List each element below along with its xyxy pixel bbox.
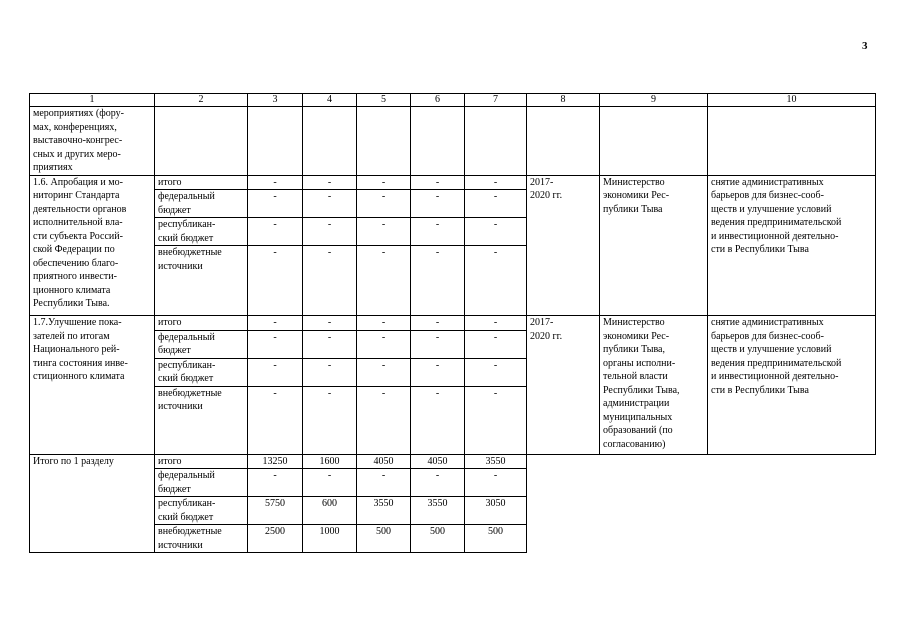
value-cell: - (248, 330, 303, 358)
value-cell: - (411, 316, 465, 331)
header-row (30, 94, 876, 107)
value-cell: - (411, 190, 465, 218)
funding-source: республикан- ский бюджет (155, 218, 248, 246)
value-cell: - (411, 330, 465, 358)
funding-source: федеральный бюджет (155, 190, 248, 218)
value-cell: - (357, 469, 411, 497)
funding-source: республикан- ский бюджет (155, 358, 248, 386)
value-cell: - (357, 190, 411, 218)
value-cell: - (465, 386, 527, 454)
value-cell: - (303, 218, 357, 246)
value-cell: - (465, 246, 527, 316)
value-cell: 13250 (248, 454, 303, 469)
value-cell: - (465, 469, 527, 497)
funding-source: итого (155, 175, 248, 190)
value-cell: - (411, 175, 465, 190)
value-cell: 3050 (465, 497, 527, 525)
value-cell: - (357, 218, 411, 246)
header-cell: 2 (155, 94, 248, 107)
header-cell: 9 (600, 94, 708, 107)
value-cell: 2500 (248, 525, 303, 553)
funding-source: республикан- ский бюджет (155, 497, 248, 525)
period: 2017- 2020 гг. (527, 175, 600, 316)
value-cell: - (357, 246, 411, 316)
value-cell: 4050 (411, 454, 465, 469)
expected-result: снятие административных барьеров для бизнес-сооб- ществ и улучшение условий ведения предпринимательской и инвестиционной деятельно- сти в Республики Тыва (708, 316, 876, 455)
header-cell: 3 (248, 94, 303, 107)
measure-name: мероприятиях (фору- мах, конференциях, выставочно-конгрес- сных и других меро- приятиях (30, 107, 155, 176)
header-cell: 1 (30, 94, 155, 107)
header-cell: 4 (303, 94, 357, 107)
value-cell: - (303, 246, 357, 316)
value-cell: - (303, 358, 357, 386)
funding-source: итого (155, 454, 248, 469)
value-cell: 5750 (248, 497, 303, 525)
continuation-row (30, 107, 876, 176)
header-cell: 6 (411, 94, 465, 107)
table-row (30, 175, 876, 190)
value-cell: - (248, 358, 303, 386)
page-number: 3 (862, 40, 868, 52)
value-cell: 500 (465, 525, 527, 553)
value-cell: - (357, 175, 411, 190)
value-cell: - (411, 386, 465, 454)
value-cell: - (248, 190, 303, 218)
value-cell: - (465, 358, 527, 386)
value-cell: - (303, 469, 357, 497)
executor: Министерство экономики Рес- публики Тыва (600, 175, 708, 316)
value-cell: 1600 (303, 454, 357, 469)
value-cell: - (411, 218, 465, 246)
value-cell: - (465, 330, 527, 358)
value-cell: 3550 (357, 497, 411, 525)
value-cell: 500 (411, 525, 465, 553)
header-cell: 8 (527, 94, 600, 107)
value-cell: - (303, 386, 357, 454)
value-cell: - (248, 316, 303, 331)
value-cell: - (411, 358, 465, 386)
value-cell: - (465, 190, 527, 218)
value-cell: - (357, 358, 411, 386)
value-cell: 500 (357, 525, 411, 553)
value-cell: - (465, 175, 527, 190)
value-cell: 600 (303, 497, 357, 525)
value-cell: - (357, 386, 411, 454)
total-label: Итого по 1 разделу (30, 454, 155, 553)
value-cell: - (357, 316, 411, 331)
measure-name: 1.6. Апробация и мо- ниторинг Стандарта деятельности органов исполнительной вла- сти субъекта Россий- ской Федерации по обеспечению благо- приятного инвести- ционного климата Республики Тыва. (30, 175, 155, 316)
header-cell: 5 (357, 94, 411, 107)
header-cell: 7 (465, 94, 527, 107)
value-cell: - (465, 316, 527, 331)
value-cell: - (248, 218, 303, 246)
value-cell: 3550 (465, 454, 527, 469)
value-cell: - (248, 175, 303, 190)
total-row (30, 454, 876, 469)
funding-source: внебюджетные источники (155, 525, 248, 553)
value-cell: - (248, 386, 303, 454)
value-cell: - (357, 330, 411, 358)
value-cell: - (303, 190, 357, 218)
funding-source: итого (155, 316, 248, 331)
value-cell: 1000 (303, 525, 357, 553)
period: 2017- 2020 гг. (527, 316, 600, 455)
funding-source: федеральный бюджет (155, 469, 248, 497)
executor: Министерство экономики Рес- публики Тыва, органы исполни- тельной власти Республики Тыва, администрации муниципальных образований (по согласованию) (600, 316, 708, 455)
program-table (29, 93, 876, 553)
value-cell: - (411, 469, 465, 497)
value-cell: - (303, 316, 357, 331)
header-cell: 10 (708, 94, 876, 107)
funding-source: федеральный бюджет (155, 330, 248, 358)
value-cell: - (411, 246, 465, 316)
funding-source: внебюджетные источники (155, 386, 248, 454)
table-row (30, 316, 876, 331)
value-cell: - (465, 218, 527, 246)
value-cell: 3550 (411, 497, 465, 525)
expected-result: снятие административных барьеров для бизнес-сооб- ществ и улучшение условий ведения предпринимательской и инвестиционной деятельно- сти в Республики Тыва (708, 175, 876, 316)
value-cell: - (303, 175, 357, 190)
value-cell: - (248, 469, 303, 497)
value-cell: - (303, 330, 357, 358)
measure-name: 1.7.Улучшение пока- зателей по итогам Национального рей- тинга состояния инве- стиционного климата (30, 316, 155, 455)
value-cell: 4050 (357, 454, 411, 469)
value-cell: - (248, 246, 303, 316)
funding-source: внебюджетные источники (155, 246, 248, 316)
